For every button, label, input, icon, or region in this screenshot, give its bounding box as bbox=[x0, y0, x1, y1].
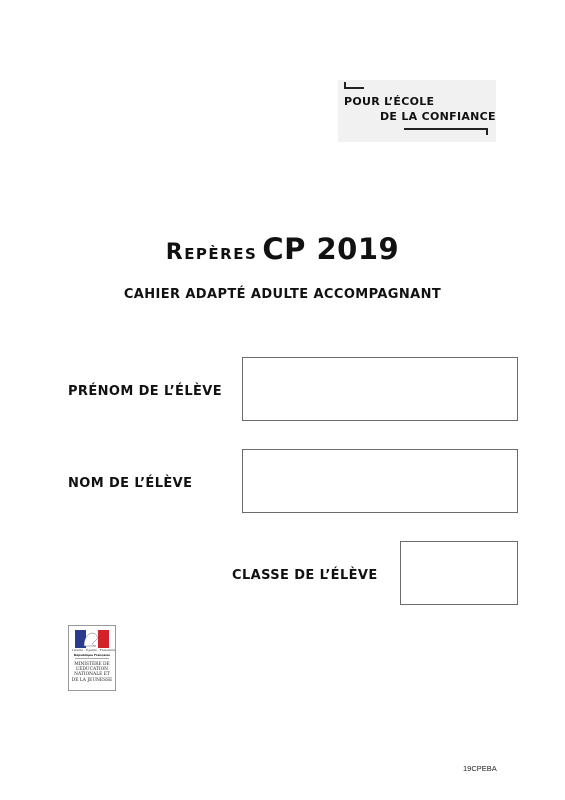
prenom-label: PRÉNOM DE L’ÉLÈVE bbox=[68, 384, 223, 399]
emblem-devise: Liberté · Égalité · Fraternité bbox=[72, 648, 116, 652]
emblem-republique: République Française bbox=[73, 653, 111, 657]
nom-field[interactable] bbox=[242, 449, 518, 513]
logo-text-line2: DE LA CONFIANCE bbox=[380, 110, 496, 123]
page-title bbox=[0, 232, 565, 266]
logo-bracket-bottom-tick bbox=[486, 128, 488, 135]
document-code: 19CPEBA bbox=[463, 764, 497, 773]
marianne-icon bbox=[75, 630, 109, 648]
logo-text-line1: POUR L’ÉCOLE bbox=[344, 95, 435, 108]
nom-label: NOM DE L’ÉLÈVE bbox=[68, 476, 193, 491]
page-subtitle: CAHIER ADAPTÉ ADULTE ACCOMPAGNANT bbox=[123, 287, 442, 302]
ministry-emblem bbox=[68, 625, 116, 691]
emblem-separator bbox=[75, 658, 109, 659]
prenom-field[interactable] bbox=[242, 357, 518, 421]
logo-bracket-top bbox=[344, 87, 364, 89]
emblem-ministry-name: MINISTÈRE DE L’ÉDUCATION NATIONALE ET DE LA JEUNESSE bbox=[71, 662, 113, 683]
logo-bracket-bottom bbox=[404, 128, 488, 130]
title-main: CP 2019 bbox=[262, 232, 400, 266]
ecole-confiance-logo bbox=[338, 80, 496, 142]
classe-field[interactable] bbox=[400, 541, 518, 605]
title-prefix: Repères bbox=[165, 240, 258, 265]
classe-label: CLASSE DE L’ÉLÈVE bbox=[232, 568, 378, 583]
